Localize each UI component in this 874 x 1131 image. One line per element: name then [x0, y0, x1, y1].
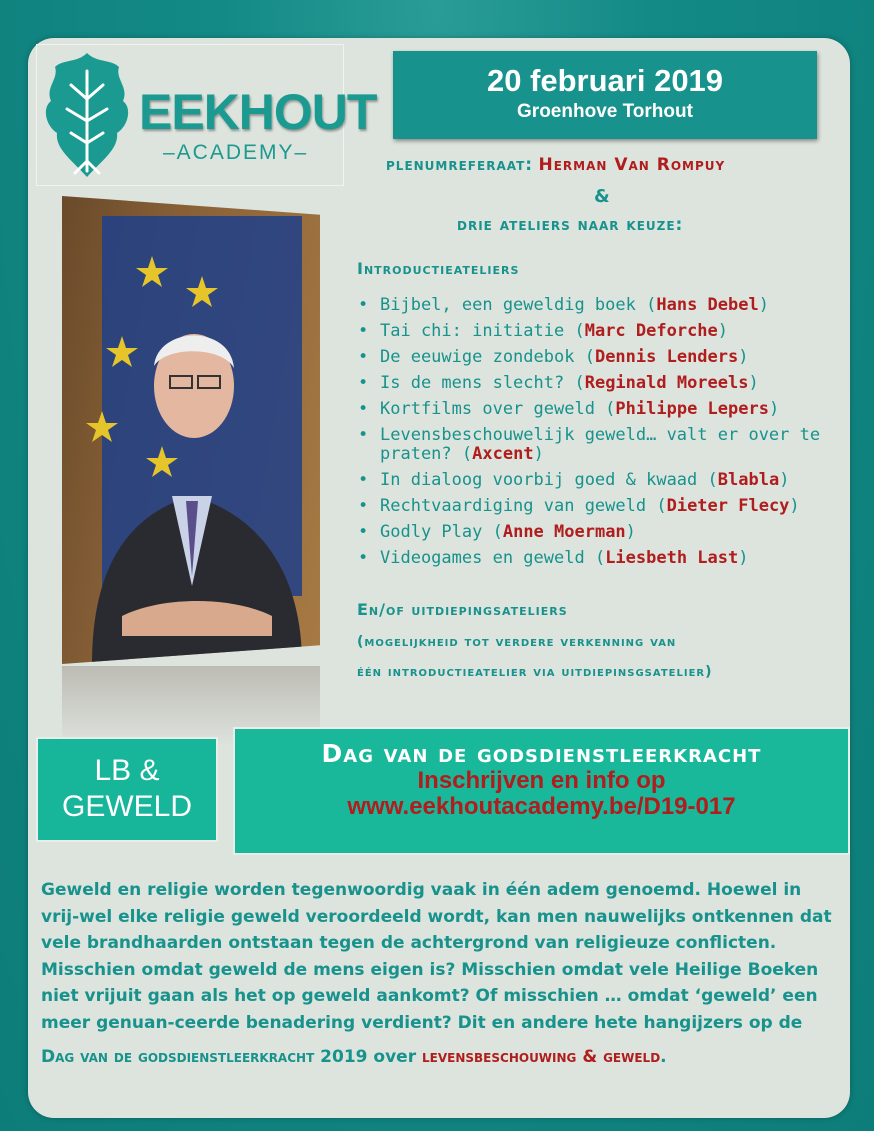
- list-item: • In dialoog voorbij goed & kwaad (Blabla): [356, 471, 836, 490]
- ateliers-choice: drie ateliers naar keuze:: [457, 215, 684, 235]
- description-closing-line: Dag van de godsdienstleerkracht 2019 over levensbeschouwing & geweld.: [41, 1047, 667, 1067]
- enof-note-line2: één introductieatelier via uitdiepinsgsatelier): [357, 664, 713, 680]
- list-item: • Kortfilms over geweld (Philippe Lepers): [356, 400, 836, 419]
- description-paragraph: Geweld en religie worden tegenwoordig vaak in één adem genoemd. Hoewel in vrij-wel elke religie geweld veroordeeld wordt, kan men nauwelijks ontkennen dat vele brandhaarden ontstaan tegen de achtergrond van religieuze conflicten. Misschien omdat geweld de mens eigen is? Misschien omdat vele Heilige Boeken niet vrijuit gaan als het op geweld aankomt? Of misschien … omdat ‘geweld’ een meer genuan-ceerde benadering verdient? Dit en andere hete hangijzers op de: [41, 880, 832, 1033]
- event-date: 20 februari 2019: [486, 63, 724, 98]
- speaker-photo-image: [62, 196, 320, 664]
- intro-heading: Introductieateliers: [357, 259, 520, 278]
- enof-note-line1: (mogelijkheid tot verdere verkenning van: [357, 634, 677, 650]
- logo-subtitle: –ACADEMY–: [163, 141, 309, 164]
- oak-leaf-shield-icon: [37, 49, 137, 181]
- list-item: • De eeuwige zondebok (Dennis Lenders): [356, 348, 836, 367]
- list-item: • Is de mens slecht? (Reginald Moreels): [356, 374, 836, 393]
- plenum-speaker: Herman Van Rompuy: [538, 155, 726, 175]
- list-item: • Rechtvaardiging van geweld (Dieter Flecy): [356, 497, 836, 516]
- atelier-list: [356, 296, 836, 575]
- theme-badge-line2: GEWELD: [61, 790, 193, 823]
- plenum-label: plenumreferaat:: [386, 155, 534, 175]
- banner-title: Dag van de godsdienstleerkracht: [321, 739, 762, 768]
- event-banner: [233, 727, 850, 855]
- logo-wordmark: EEKHOUT: [139, 84, 377, 140]
- theme-badge: [36, 737, 218, 842]
- logo: [36, 44, 377, 186]
- speaker-photo: [62, 196, 320, 744]
- ampersand: &: [594, 186, 610, 207]
- list-item: • Videogames en geweld (Liesbeth Last): [356, 549, 836, 568]
- theme-badge-line1: LB &: [94, 754, 160, 787]
- event-date-box: [393, 51, 817, 139]
- banner-info-line: Inschrijven en info op: [417, 767, 666, 794]
- event-place: Groenhove Torhout: [517, 101, 693, 122]
- registration-link[interactable]: www.eekhoutacademy.be/D19-017: [347, 793, 736, 820]
- list-item: • Levensbeschouwelijk geweld… valt er over te praten? (Axcent): [356, 426, 836, 464]
- list-item: • Tai chi: initiatie (Marc Deforche): [356, 322, 836, 341]
- enof-heading: En/of uitdiepingsateliers: [357, 600, 568, 619]
- list-item: • Bijbel, een geweldig boek (Hans Debel): [356, 296, 836, 315]
- plenum-line: [386, 155, 725, 175]
- list-item: • Godly Play (Anne Moerman): [356, 523, 836, 542]
- portrait-illustration: [62, 196, 320, 664]
